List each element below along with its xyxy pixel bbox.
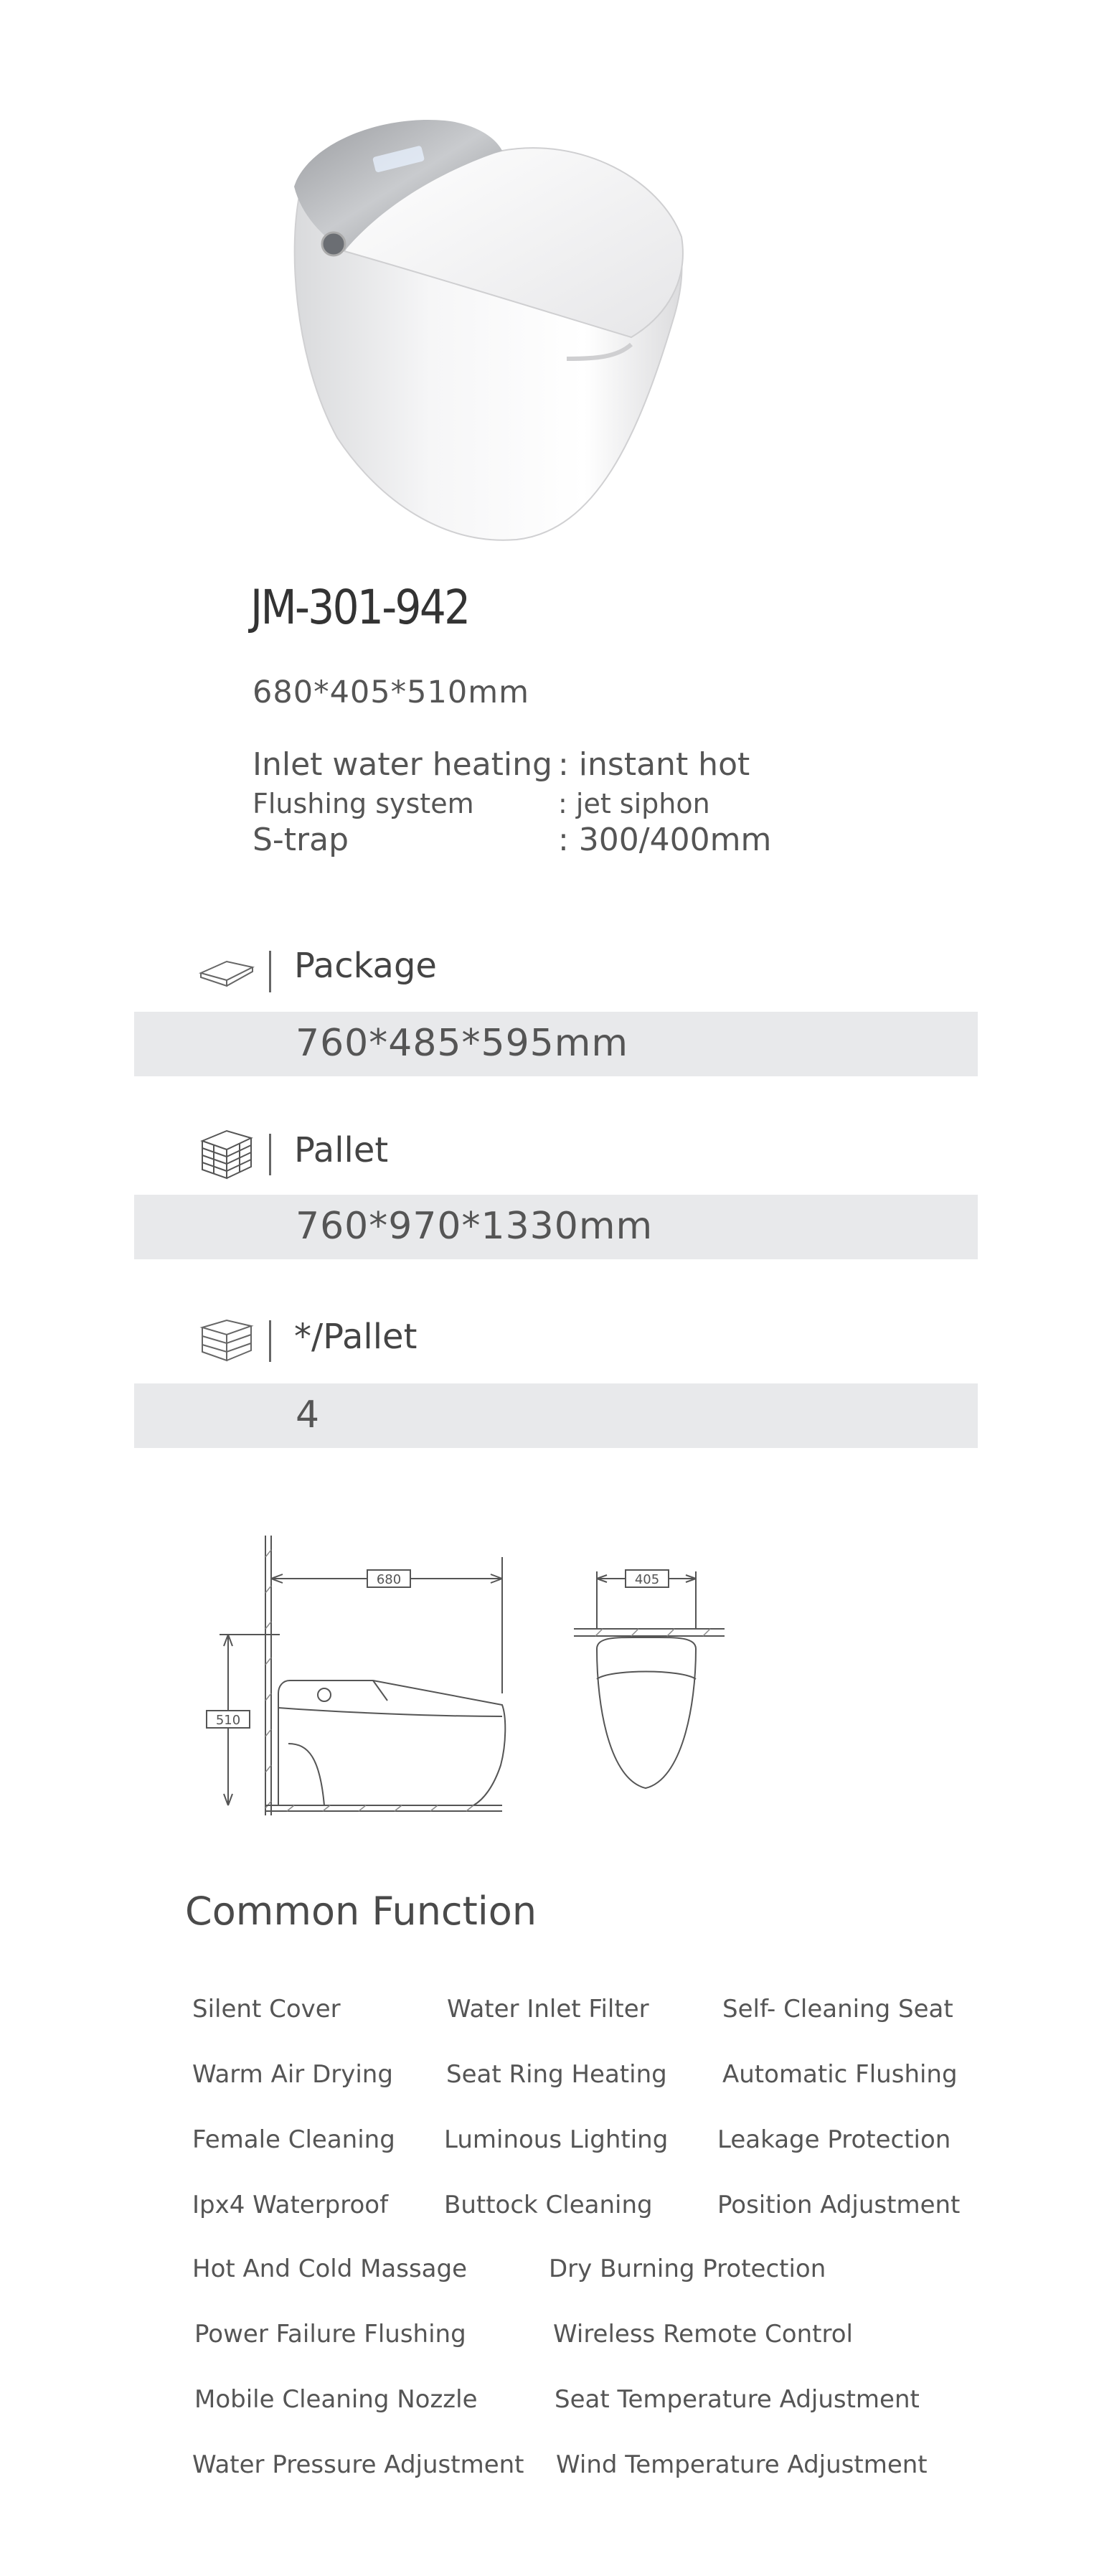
feature-item: Dry Burning Protection <box>549 2255 826 2283</box>
spec-label: S-trap <box>253 822 349 858</box>
spec-value: : jet siphon <box>558 788 710 819</box>
spec-label: Inlet water heating <box>253 746 552 783</box>
feature-item: Leakage Protection <box>717 2125 951 2154</box>
feature-item: Automatic Flushing <box>722 2060 958 2089</box>
spec-value: : instant hot <box>558 746 750 783</box>
model-number: JM-301-942 <box>250 580 469 635</box>
feature-item: Female Cleaning <box>192 2125 395 2154</box>
feature-item: Ipx4 Waterproof <box>192 2191 389 2219</box>
feature-item: Seat Ring Heating <box>446 2060 667 2089</box>
package-title: Package <box>294 946 437 986</box>
spec-label: Flushing system <box>253 788 474 819</box>
package-band <box>134 1012 978 1076</box>
feature-item: Seat Temperature Adjustment <box>555 2385 920 2414</box>
feature-item: Silent Cover <box>192 1995 341 2023</box>
feature-item: Hot And Cold Massage <box>192 2255 468 2283</box>
height-label: 510 <box>215 1713 241 1728</box>
per-pallet-title: */Pallet <box>294 1317 418 1357</box>
common-function-title: Common Function <box>185 1889 537 1934</box>
feature-item: Wind Temperature Adjustment <box>556 2450 928 2479</box>
technical-drawing <box>194 1528 739 1830</box>
spec-value: : 300/400mm <box>558 822 772 858</box>
per-pallet-band <box>134 1383 978 1448</box>
feature-item: Water Pressure Adjustment <box>192 2450 524 2479</box>
feature-item: Wireless Remote Control <box>553 2320 853 2349</box>
feature-item: Power Failure Flushing <box>194 2320 466 2349</box>
feature-item: Self- Cleaning Seat <box>722 1995 953 2023</box>
product-dimensions: 680*405*510mm <box>253 674 529 710</box>
feature-item: Buttock Cleaning <box>444 2191 653 2219</box>
feature-item: Warm Air Drying <box>192 2060 393 2089</box>
section-divider <box>269 1320 271 1362</box>
pallet-dimensions: 760*970*1330mm <box>296 1205 654 1248</box>
box-stack-icon <box>198 1317 255 1363</box>
pallet-band <box>134 1195 978 1259</box>
stacked-boxes-icon <box>198 1128 255 1180</box>
section-divider <box>269 951 271 992</box>
width-label: 680 <box>376 1572 402 1587</box>
pallet-title: Pallet <box>294 1130 389 1170</box>
box-icon <box>198 953 255 989</box>
package-dimensions: 760*485*595mm <box>296 1022 629 1065</box>
product-image <box>258 100 703 560</box>
feature-item: Position Adjustment <box>717 2191 961 2219</box>
feature-item: Luminous Lighting <box>444 2125 669 2154</box>
per-pallet-quantity: 4 <box>296 1393 321 1437</box>
section-divider <box>269 1134 271 1175</box>
depth-label: 405 <box>634 1572 660 1587</box>
feature-item: Water Inlet Filter <box>447 1995 649 2023</box>
feature-item: Mobile Cleaning Nozzle <box>194 2385 478 2414</box>
